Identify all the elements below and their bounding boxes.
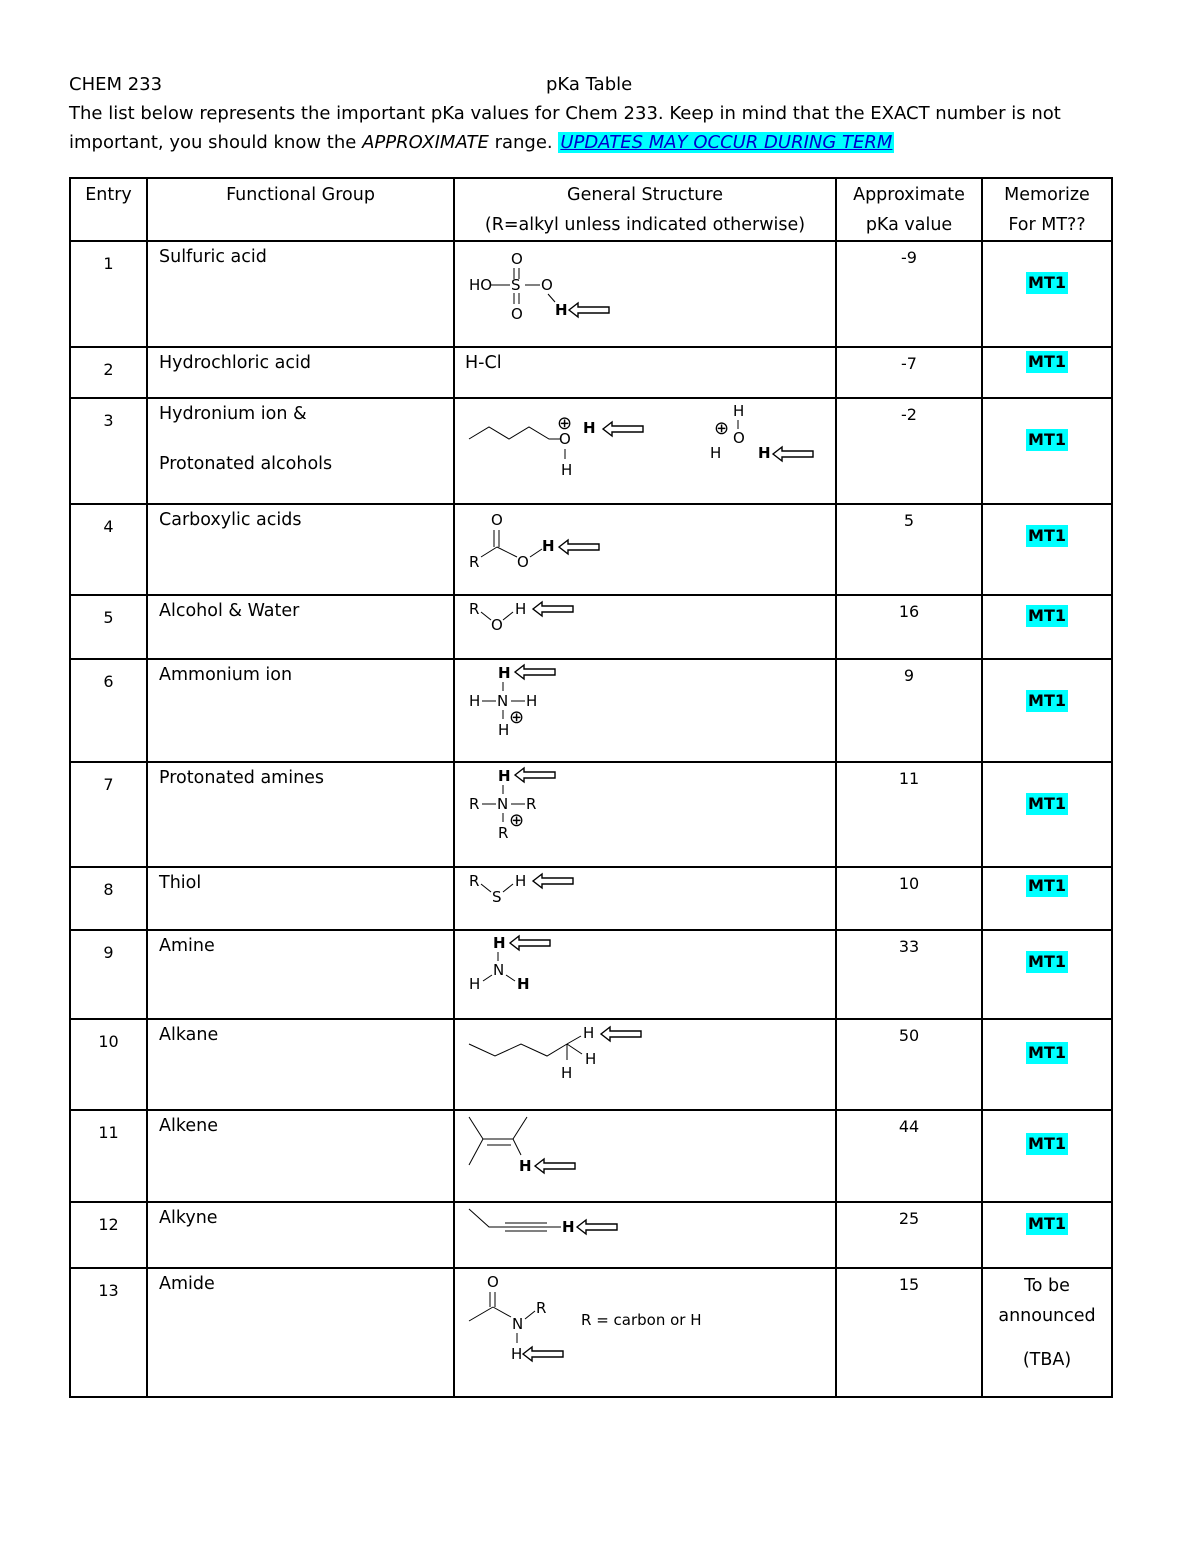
- svg-text:H: H: [561, 461, 573, 479]
- svg-text:R: R: [469, 872, 480, 890]
- svg-text:H: H: [562, 1218, 575, 1236]
- svg-text:R: R: [536, 1299, 547, 1317]
- carboxylic-acid-structure: [455, 505, 835, 594]
- pka-value: -9: [836, 241, 982, 347]
- table-row: [70, 1202, 1112, 1268]
- svg-text:⊕: ⊕: [557, 413, 573, 434]
- pka-value: 25: [836, 1202, 982, 1268]
- memorize-cell: [982, 1019, 1112, 1110]
- pka-value: 44: [836, 1110, 982, 1202]
- svg-text:H: H: [517, 975, 530, 993]
- functional-group: Carboxylic acids: [147, 504, 454, 595]
- pka-value: 11: [836, 762, 982, 867]
- page-header: [69, 70, 1129, 157]
- alkane-structure: [455, 1020, 835, 1109]
- table-row: [70, 347, 1112, 398]
- svg-text:N: N: [497, 795, 509, 813]
- mt1-badge: MT1: [1028, 606, 1066, 625]
- functional-group: Protonated amines: [147, 762, 454, 867]
- memorize-cell: [982, 867, 1112, 930]
- table-row: [70, 1019, 1112, 1110]
- functional-group: Thiol: [147, 867, 454, 930]
- entry-number: 3: [70, 398, 147, 504]
- svg-text:H: H: [469, 975, 481, 993]
- svg-text:O: O: [541, 276, 553, 294]
- mt1-badge: MT1: [1028, 273, 1066, 292]
- svg-text:H: H: [733, 402, 745, 420]
- tba-note: To be announced (TBA): [998, 1276, 1096, 1370]
- svg-text:O: O: [487, 1273, 499, 1291]
- svg-text:R: R: [498, 824, 509, 842]
- col-header-pka: Approximate pKa value: [836, 178, 982, 241]
- svg-text:H: H: [583, 1024, 595, 1042]
- entry-number: 9: [70, 930, 147, 1019]
- entry-number: 11: [70, 1110, 147, 1202]
- svg-text:O: O: [491, 511, 503, 529]
- mt1-badge: MT1: [1028, 794, 1066, 813]
- pka-table: [69, 177, 1113, 1398]
- svg-text:⊕: ⊕: [509, 707, 525, 728]
- svg-text:H: H: [515, 872, 527, 890]
- svg-text:H: H: [493, 934, 506, 952]
- mt1-badge: MT1: [1028, 876, 1066, 895]
- functional-group: Hydrochloric acid: [147, 347, 454, 398]
- memorize-cell: [982, 1202, 1112, 1268]
- table-row: [70, 398, 1112, 504]
- hydronium-structure: [455, 399, 835, 503]
- general-structure: [454, 1268, 836, 1397]
- memorize-cell: [982, 241, 1112, 347]
- mt1-badge: MT1: [1028, 1214, 1066, 1233]
- general-structure: [454, 1202, 836, 1268]
- memorize-cell: [982, 930, 1112, 1019]
- pka-value: -2: [836, 398, 982, 504]
- memorize-cell: [982, 398, 1112, 504]
- mt1-badge: MT1: [1028, 430, 1066, 449]
- svg-text:R: R: [469, 600, 480, 618]
- svg-text:S: S: [511, 276, 521, 294]
- functional-group: Ammonium ion: [147, 659, 454, 762]
- entry-number: 4: [70, 504, 147, 595]
- memorize-cell: [982, 762, 1112, 867]
- svg-text:HO: HO: [469, 276, 493, 294]
- mt1-badge: MT1: [1028, 1134, 1066, 1153]
- table-row: [70, 1110, 1112, 1202]
- functional-group: Amide: [147, 1268, 454, 1397]
- svg-text:O: O: [733, 429, 745, 447]
- svg-text:H: H: [555, 301, 568, 319]
- mt1-badge: MT1: [1028, 352, 1066, 371]
- general-structure: [454, 867, 836, 930]
- functional-group: Sulfuric acid: [147, 241, 454, 347]
- svg-text:N: N: [497, 692, 509, 710]
- general-structure: [454, 930, 836, 1019]
- memorize-cell: [982, 595, 1112, 659]
- entry-number: 13: [70, 1268, 147, 1397]
- svg-text:H: H: [526, 692, 538, 710]
- memorize-cell: [982, 1110, 1112, 1202]
- alkyne-structure: [455, 1203, 835, 1267]
- svg-text:H: H: [498, 767, 511, 785]
- svg-text:H: H: [758, 444, 771, 462]
- memorize-cell: [982, 504, 1112, 595]
- table-row: [70, 595, 1112, 659]
- general-structure: [454, 762, 836, 867]
- entry-number: 6: [70, 659, 147, 762]
- functional-group: Alcohol & Water: [147, 595, 454, 659]
- pka-value: 50: [836, 1019, 982, 1110]
- alcohol-structure: [455, 596, 835, 658]
- col-header-memorize: Memorize For MT??: [982, 178, 1112, 241]
- svg-text:O: O: [491, 616, 503, 634]
- general-structure: [454, 595, 836, 659]
- svg-text:R: R: [526, 795, 537, 813]
- memorize-cell: [982, 347, 1112, 398]
- general-structure: [454, 241, 836, 347]
- svg-text:⊕: ⊕: [714, 418, 730, 439]
- svg-text:H: H: [585, 1050, 597, 1068]
- table-header-row: [70, 178, 1112, 241]
- pka-value: 15: [836, 1268, 982, 1397]
- general-structure: [454, 398, 836, 504]
- svg-text:⊕: ⊕: [509, 810, 525, 831]
- updates-notice: UPDATES MAY OCCUR DURING TERM: [560, 132, 893, 153]
- entry-number: 8: [70, 867, 147, 930]
- svg-text:O: O: [511, 305, 523, 323]
- protonated-amine-structure: [455, 763, 835, 866]
- svg-text:H: H: [515, 600, 527, 618]
- amine-structure: [455, 931, 835, 1018]
- svg-text:H: H: [710, 444, 722, 462]
- memorize-cell: [982, 1268, 1112, 1397]
- svg-text:H: H: [498, 664, 511, 682]
- intro-line-1: The list below represents the important pKa values for Chem 233. Keep in mind that the EXACT number is not: [69, 103, 1061, 124]
- svg-text:O: O: [517, 553, 529, 571]
- ammonium-structure: [455, 660, 835, 761]
- memorize-cell: [982, 659, 1112, 762]
- general-structure: [454, 1019, 836, 1110]
- table-row: [70, 241, 1112, 347]
- svg-text:H: H: [519, 1157, 532, 1175]
- functional-group: Amine: [147, 930, 454, 1019]
- entry-number: 10: [70, 1019, 147, 1110]
- page-title: pKa Table: [546, 74, 633, 95]
- entry-number: 5: [70, 595, 147, 659]
- svg-text:H: H: [511, 1345, 523, 1363]
- svg-text:R: R: [469, 553, 480, 571]
- svg-text:H: H: [583, 419, 596, 437]
- table-row: [70, 504, 1112, 595]
- sulfuric-acid-structure: [455, 242, 835, 346]
- svg-text:H: H: [469, 692, 481, 710]
- mt1-badge: MT1: [1028, 952, 1066, 971]
- svg-text:O: O: [511, 250, 523, 268]
- general-structure: H-Cl: [454, 347, 836, 398]
- entry-number: 12: [70, 1202, 147, 1268]
- table-row: [70, 1268, 1112, 1397]
- course-code: CHEM 233: [69, 74, 163, 95]
- svg-text:H: H: [542, 537, 555, 555]
- col-header-structure: General Structure (R=alkyl unless indicated otherwise): [454, 178, 836, 241]
- svg-text:R: R: [469, 795, 480, 813]
- col-header-functional-group: Functional Group: [147, 178, 454, 241]
- pka-value: 5: [836, 504, 982, 595]
- pka-value: -7: [836, 347, 982, 398]
- pka-value: 33: [836, 930, 982, 1019]
- functional-group: Alkyne: [147, 1202, 454, 1268]
- table-row: [70, 659, 1112, 762]
- mt1-badge: MT1: [1028, 1043, 1066, 1062]
- entry-number: 2: [70, 347, 147, 398]
- pka-value: 16: [836, 595, 982, 659]
- svg-text:O: O: [559, 430, 571, 448]
- entry-number: 1: [70, 241, 147, 347]
- alkene-structure: [455, 1111, 835, 1201]
- pka-value: 9: [836, 659, 982, 762]
- general-structure: [454, 659, 836, 762]
- svg-text:H: H: [498, 721, 510, 739]
- svg-text:N: N: [512, 1315, 524, 1333]
- thiol-structure: [455, 868, 835, 929]
- amide-structure: [455, 1269, 835, 1396]
- amide-r-note: R = carbon or H: [581, 1311, 702, 1329]
- col-header-entry: Entry: [70, 178, 147, 241]
- svg-text:S: S: [492, 888, 502, 906]
- general-structure: [454, 504, 836, 595]
- table-row: [70, 867, 1112, 930]
- pka-value: 10: [836, 867, 982, 930]
- functional-group: Alkene: [147, 1110, 454, 1202]
- svg-text:N: N: [493, 961, 505, 979]
- table-row: [70, 762, 1112, 867]
- svg-text:H: H: [561, 1064, 573, 1082]
- mt1-badge: MT1: [1028, 691, 1066, 710]
- entry-number: 7: [70, 762, 147, 867]
- intro-line-2: important, you should know the APPROXIMATE range. UPDATES MAY OCCUR DURING TERM: [69, 132, 893, 153]
- functional-group: Hydronium ion & Protonated alcohols: [147, 398, 454, 504]
- table-row: [70, 930, 1112, 1019]
- functional-group: Alkane: [147, 1019, 454, 1110]
- mt1-badge: MT1: [1028, 526, 1066, 545]
- general-structure: [454, 1110, 836, 1202]
